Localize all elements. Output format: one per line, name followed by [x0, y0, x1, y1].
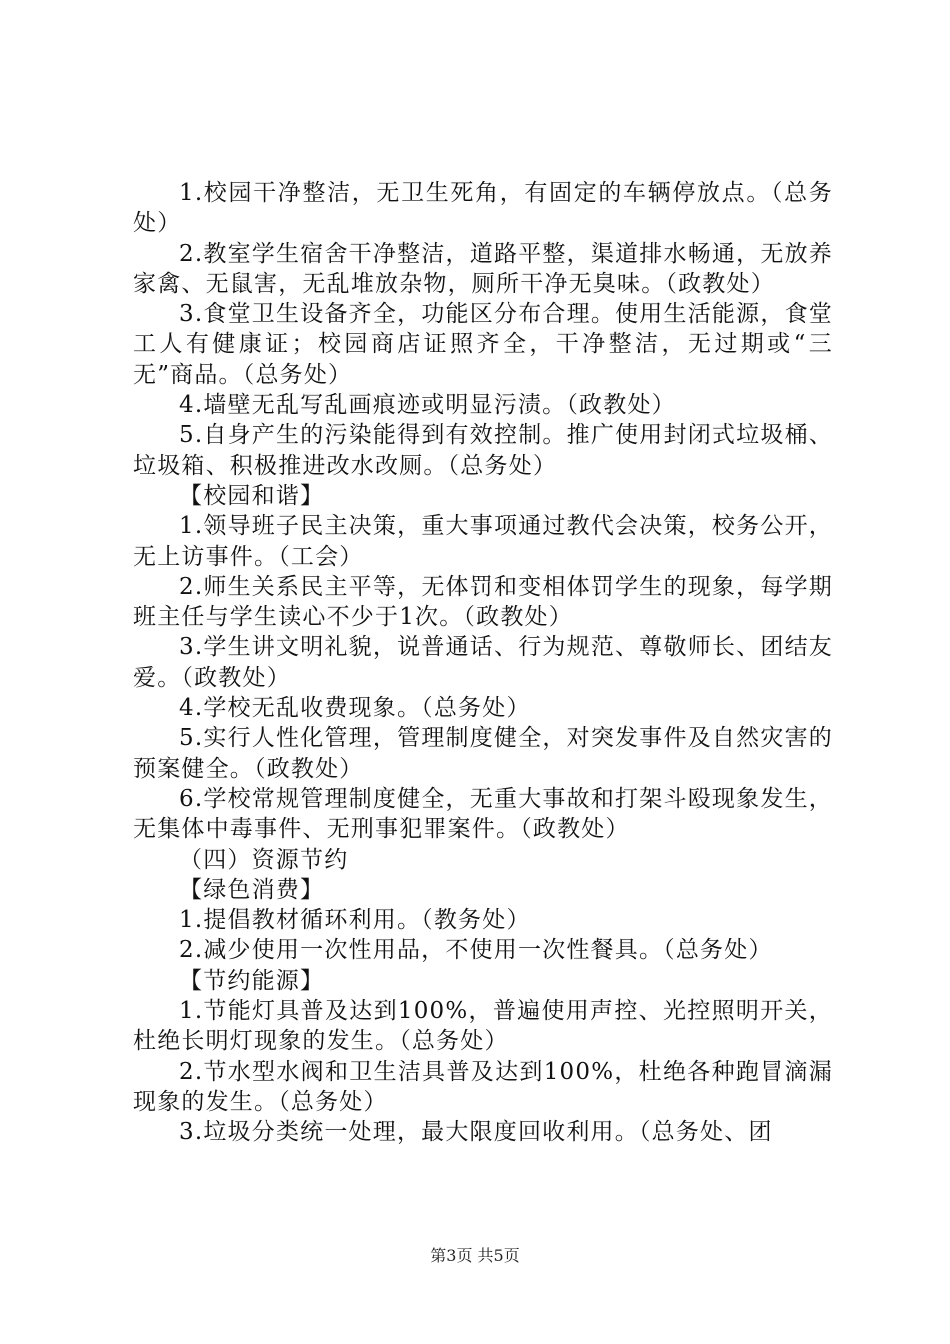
paragraph: 1.领导班子民主决策，重大事项通过教代会决策，校务公开，无上访事件。（工会） — [133, 513, 833, 570]
paragraph: 5.自身产生的污染能得到有效控制。推广使用封闭式垃圾桶、垃圾箱、积极推进改水改厕。（总务处） — [133, 422, 833, 479]
section-heading: 【节约能源】 — [179, 967, 325, 994]
paragraph: 3.食堂卫生设备齐全，功能区分布合理。使用生活能源，食堂工人有健康证；校园商店证照齐全，干净整洁，无过期或“三无”商品。（总务处） — [133, 301, 833, 388]
paragraph: 2.节水型水阀和卫生洁具普及达到100%，杜绝各种跑冒滴漏现象的发生。（总务处） — [133, 1058, 833, 1115]
paragraph: 2.减少使用一次性用品，不使用一次性餐具。（总务处） — [179, 937, 773, 964]
paragraph: 2.教室学生宿舍干净整洁，道路平整，渠道排水畅通，无放养家禽、无鼠害，无乱堆放杂物，厕所干净无臭味。（政教处） — [133, 240, 833, 297]
paragraph: 1.节能灯具普及达到100%，普遍使用声控、光控照明开关，杜绝长明灯现象的发生。（总务处） — [133, 998, 833, 1055]
section-heading: （四）资源节约 — [179, 846, 349, 873]
paragraph: 4.学校无乱收费现象。（总务处） — [179, 695, 531, 722]
paragraph: 3.垃圾分类统一处理，最大限度回收利用。（总务处、团 — [179, 1119, 773, 1146]
paragraph: 6.学校常规管理制度健全，无重大事故和打架斗殴现象发生，无集体中毒事件、无刑事犯罪案件。（政教处） — [133, 785, 833, 843]
section-heading: 【校园和谐】 — [179, 482, 325, 509]
section-heading: 【绿色消费】 — [179, 876, 325, 903]
paragraph: 1.校园干净整洁，无卫生死角，有固定的车辆停放点。（总务处） — [133, 180, 833, 237]
paragraph: 1.提倡教材循环利用。（教务处） — [179, 907, 531, 934]
paragraph: 3.学生讲文明礼貌，说普通话、行为规范、尊敬师长、团结友爱。（政教处） — [133, 634, 833, 691]
page-footer: 第3页 共5页 — [430, 1246, 520, 1265]
paragraph: 4.墙壁无乱写乱画痕迹或明显污渍。（政教处） — [179, 392, 676, 419]
paragraph: 2.师生关系民主平等，无体罚和变相体罚学生的现象，每学期班主任与学生读心不少于1次。（政教处） — [133, 573, 833, 631]
document-body — [133, 178, 833, 1148]
paragraph: 5.实行人性化管理，管理制度健全，对突发事件及自然灾害的预案健全。（政教处） — [133, 725, 833, 782]
